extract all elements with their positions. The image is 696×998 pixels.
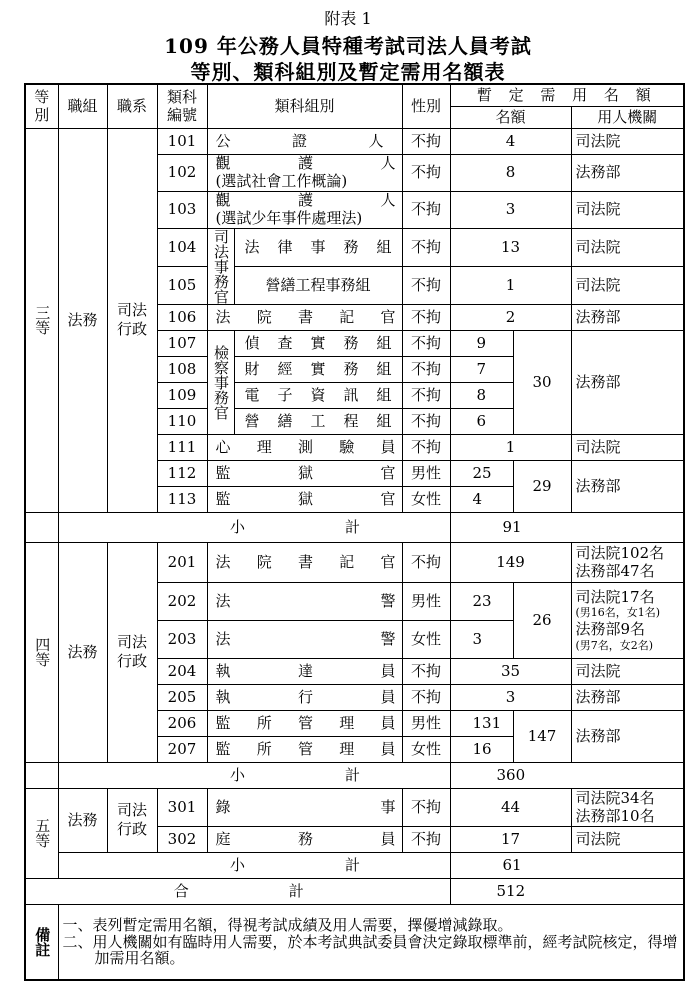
- document-subtitle: 等別、類科組別及暫定需用名額表: [190, 60, 506, 84]
- row-category: 庭 務 員: [207, 826, 402, 852]
- row-count: 6: [450, 408, 513, 434]
- grade5-series: 司法行政: [107, 788, 157, 852]
- row-count: 149: [450, 542, 571, 582]
- row-code: 109: [157, 382, 207, 408]
- row-code: 202: [157, 582, 207, 620]
- row-gender: 不拘: [402, 356, 450, 382]
- row-agency: 法務部: [571, 304, 684, 330]
- row-category: 法 院 書 記 官: [207, 304, 402, 330]
- row-category: 法 警: [207, 582, 402, 620]
- row-count: 8: [450, 382, 513, 408]
- row-gender: 男性: [402, 710, 450, 736]
- row-code: 203: [157, 620, 207, 658]
- col-gender-header: 性別: [402, 84, 450, 128]
- row-count: 4: [450, 486, 513, 512]
- merged-total: 29: [513, 460, 571, 512]
- row-agency: 司法院17名 (男16名，女1名) 法務部9名 (男7名，女2名): [571, 582, 684, 658]
- row-agency: 法務部: [571, 710, 684, 762]
- row-gender: 不拘: [402, 330, 450, 356]
- grade5-group: 法務: [58, 788, 107, 852]
- subtotal-label: 小 計: [58, 852, 450, 878]
- remarks-label: 備註: [25, 904, 58, 980]
- subtotal-label: 小 計: [58, 762, 450, 788]
- row-code: 205: [157, 684, 207, 710]
- annex-label: 附表 1: [324, 9, 372, 28]
- col-grade-header: 等別: [25, 84, 58, 128]
- row-gender: 不拘: [402, 266, 450, 304]
- row-category: 法 律 事 務 組: [234, 228, 402, 266]
- row-agency: 司法院: [571, 434, 684, 460]
- row-gender: 女性: [402, 486, 450, 512]
- row-count: 13: [450, 228, 571, 266]
- row-agency: 司法院: [571, 191, 684, 228]
- row-count: 1: [450, 266, 571, 304]
- row-gender: 不拘: [402, 684, 450, 710]
- row-category: 營 繕 工 程 組: [234, 408, 402, 434]
- subgroup-label: 司法事務官: [207, 228, 234, 304]
- grade3-series: 司法行政: [107, 128, 157, 512]
- row-category: 錄 事: [207, 788, 402, 826]
- row-gender: 女性: [402, 736, 450, 762]
- total-value: 512: [450, 878, 684, 904]
- row-gender: 不拘: [402, 382, 450, 408]
- row-gender: 不拘: [402, 191, 450, 228]
- row-code: 112: [157, 460, 207, 486]
- col-count-header: 名額: [450, 106, 571, 128]
- merged-total: 26: [513, 582, 571, 658]
- row-count: 3: [450, 191, 571, 228]
- total-label: 合 計: [25, 878, 450, 904]
- row-gender: 不拘: [402, 826, 450, 852]
- grade4-label: 四等: [25, 542, 58, 762]
- row-code: 107: [157, 330, 207, 356]
- row-gender: 不拘: [402, 788, 450, 826]
- row-code: 110: [157, 408, 207, 434]
- row-category: 營繕工程事務組: [234, 266, 402, 304]
- row-category: 執 達 員: [207, 658, 402, 684]
- row-count: 3: [450, 684, 571, 710]
- row-agency: 法務部: [571, 154, 684, 191]
- col-agency-header: 用人機關: [571, 106, 684, 128]
- row-agency: 司法院: [571, 658, 684, 684]
- subtotal-blank: [25, 762, 58, 788]
- row-count: 16: [450, 736, 513, 762]
- grade4-group: 法務: [58, 542, 107, 762]
- row-count: 23: [450, 582, 513, 620]
- row-code: 102: [157, 154, 207, 191]
- row-gender: 女性: [402, 620, 450, 658]
- row-agency: 司法院34名 法務部10名: [571, 788, 684, 826]
- row-agency: 司法院102名 法務部47名: [571, 542, 684, 582]
- grade3-group: 法務: [58, 128, 107, 512]
- row-code: 101: [157, 128, 207, 154]
- row-agency: 司法院: [571, 228, 684, 266]
- remarks-text: 一、表列暫定需用名額，得視考試成績及用人需要，擇優增減錄取。 二、用人機關如有臨時用人需要，於本考試典試委員會決定錄取標準前，經考試院核定，得增加需用名額。: [58, 904, 684, 980]
- col-category-header: 類科組別: [207, 84, 402, 128]
- row-gender: 不拘: [402, 154, 450, 191]
- row-category: 執 行 員: [207, 684, 402, 710]
- grade5-label: 五等: [25, 788, 58, 878]
- row-category: 法 警: [207, 620, 402, 658]
- row-gender: 不拘: [402, 128, 450, 154]
- row-count: 44: [450, 788, 571, 826]
- grade3-label: 三等: [25, 128, 58, 512]
- row-gender: 不拘: [402, 658, 450, 684]
- row-gender: 男性: [402, 582, 450, 620]
- subtotal-label: 小 計: [58, 512, 450, 542]
- row-count: 3: [450, 620, 513, 658]
- row-agency: 法務部: [571, 330, 684, 434]
- row-gender: 不拘: [402, 304, 450, 330]
- row-code: 111: [157, 434, 207, 460]
- document-title: 109 年公務人員特種考試司法人員考試: [164, 34, 532, 58]
- row-gender: 不拘: [402, 228, 450, 266]
- row-agency: 法務部: [571, 460, 684, 512]
- quota-table: [24, 83, 685, 981]
- row-category: 偵 查 實 務 組: [234, 330, 402, 356]
- row-count: 1: [450, 434, 571, 460]
- row-category: 觀 護 人 (選試少年事件處理法): [207, 191, 402, 228]
- row-category: 監 獄 官: [207, 460, 402, 486]
- row-count: 8: [450, 154, 571, 191]
- row-code: 301: [157, 788, 207, 826]
- row-agency: 司法院: [571, 128, 684, 154]
- row-agency: 司法院: [571, 266, 684, 304]
- col-quota-header: 暫 定 需 用 名 額: [450, 84, 684, 106]
- row-count: 17: [450, 826, 571, 852]
- row-code: 104: [157, 228, 207, 266]
- row-agency: 司法院: [571, 826, 684, 852]
- row-gender: 男性: [402, 460, 450, 486]
- row-code: 106: [157, 304, 207, 330]
- subtotal-value: 61: [450, 852, 684, 878]
- subtotal-value: 360: [450, 762, 684, 788]
- row-count: 4: [450, 128, 571, 154]
- row-code: 103: [157, 191, 207, 228]
- row-count: 25: [450, 460, 513, 486]
- merged-total: 30: [513, 330, 571, 434]
- row-count: 131: [450, 710, 513, 736]
- row-category: 法 院 書 記 官: [207, 542, 402, 582]
- row-code: 206: [157, 710, 207, 736]
- row-category: 財 經 實 務 組: [234, 356, 402, 382]
- row-category: 監 所 管 理 員: [207, 736, 402, 762]
- row-category: 觀 護 人 (選試社會工作概論): [207, 154, 402, 191]
- col-code-header: 類科編號: [157, 84, 207, 128]
- row-gender: 不拘: [402, 434, 450, 460]
- row-count: 35: [450, 658, 571, 684]
- row-code: 113: [157, 486, 207, 512]
- row-code: 201: [157, 542, 207, 582]
- row-count: 2: [450, 304, 571, 330]
- row-category: 監 獄 官: [207, 486, 402, 512]
- row-code: 105: [157, 266, 207, 304]
- row-code: 108: [157, 356, 207, 382]
- row-agency: 法務部: [571, 684, 684, 710]
- row-code: 207: [157, 736, 207, 762]
- row-count: 7: [450, 356, 513, 382]
- col-series-header: 職系: [107, 84, 157, 128]
- row-count: 9: [450, 330, 513, 356]
- row-code: 302: [157, 826, 207, 852]
- row-category: 監 所 管 理 員: [207, 710, 402, 736]
- row-code: 204: [157, 658, 207, 684]
- row-gender: 不拘: [402, 408, 450, 434]
- row-category: 電 子 資 訊 組: [234, 382, 402, 408]
- subtotal-blank: [25, 512, 58, 542]
- row-category: 公 證 人: [207, 128, 402, 154]
- col-group-header: 職組: [58, 84, 107, 128]
- grade4-series: 司法行政: [107, 542, 157, 762]
- subgroup-label: 檢察事務官: [207, 330, 234, 434]
- row-category: 心 理 測 驗 員: [207, 434, 402, 460]
- row-gender: 不拘: [402, 542, 450, 582]
- subtotal-value: 91: [450, 512, 684, 542]
- merged-total: 147: [513, 710, 571, 762]
